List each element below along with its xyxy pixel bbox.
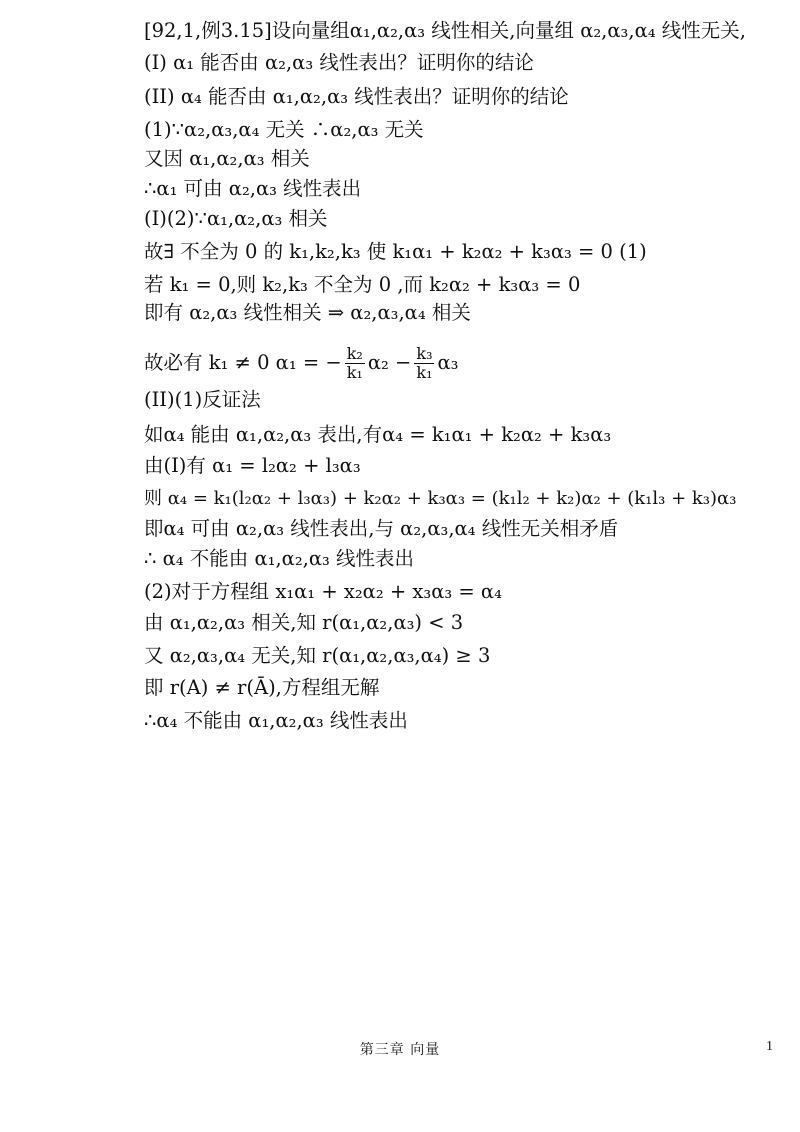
fraction-k3-over-k1 bbox=[414, 345, 434, 382]
footer-chapter-title: 第三章 向量 bbox=[359, 1042, 441, 1058]
proof-line: (I)(2)∵α₁,α₂,α₃ 相关 bbox=[144, 207, 328, 230]
proof-line: 又 α₂,α₃,α₄ 无关,知 r(α₁,α₂,α₃,α₄) ≥ 3 bbox=[144, 644, 491, 667]
proof-line: ∴ α₄ 不能由 α₁,α₂,α₃ 线性表出 bbox=[144, 547, 415, 570]
question-part-2: (II) α₄ 能否由 α₁,α₂,α₃ 线性表出？证明你的结论 bbox=[144, 85, 569, 108]
proof-line: 即有 α₂,α₃ 线性相关 ⇒ α₂,α₃,α₄ 相关 bbox=[144, 301, 471, 324]
problem-statement: [92,1,例3.15]设向量组α₁,α₂,α₃ 线性相关,向量组 α₂,α₃,α₄ 线性无关, bbox=[144, 19, 746, 42]
fraction-middle: α₂ − bbox=[367, 351, 412, 374]
proof-line: ∴α₁ 可由 α₂,α₃ 线性表出 bbox=[144, 177, 362, 200]
proof-line: 则 α₄ = k₁(l₂α₂ + l₃α₃) + k₂α₂ + k₃α₃ = (k₁l₂ + k₂)α₂ + (k₁l₃ + k₃)α₃ bbox=[144, 488, 737, 509]
proof-line: 又因 α₁,α₂,α₃ 相关 bbox=[144, 147, 310, 170]
page-number: 1 bbox=[766, 1039, 773, 1054]
proof-line: 即 r(A) ≠ r(Ā),方程组无解 bbox=[144, 676, 380, 699]
fraction-denominator: k₁ bbox=[346, 362, 363, 382]
fraction-prefix: 故必有 k₁ ≠ 0 α₁ = − bbox=[144, 351, 342, 374]
question-part-1: (I) α₁ 能否由 α₂,α₃ 线性表出？证明你的结论 bbox=[144, 51, 534, 74]
proof-line-fraction bbox=[144, 340, 458, 386]
proof-line: ∴α₄ 不能由 α₁,α₂,α₃ 线性表出 bbox=[144, 709, 408, 732]
proof-line: 如α₄ 能由 α₁,α₂,α₃ 表出,有α₄ = k₁α₁ + k₂α₂ + k₃α₃ bbox=[144, 423, 612, 446]
fraction-k2-over-k1 bbox=[345, 345, 365, 382]
proof-line: 由 α₁,α₂,α₃ 相关,知 r(α₁,α₂,α₃) < 3 bbox=[144, 611, 464, 634]
proof-line: (1)∵α₂,α₃,α₄ 无关 ∴α₂,α₃ 无关 bbox=[144, 118, 424, 141]
fraction-numerator: k₂ bbox=[346, 343, 363, 363]
proof-line: (II)(1)反证法 bbox=[144, 388, 261, 411]
proof-line: 即α₄ 可由 α₂,α₃ 线性表出,与 α₂,α₃,α₄ 线性无关相矛盾 bbox=[144, 517, 619, 540]
fraction-denominator: k₁ bbox=[416, 362, 433, 382]
proof-line: 故∃ 不全为 0 的 k₁,k₂,k₃ 使 k₁α₁ + k₂α₂ + k₃α₃ = 0 (1) bbox=[144, 240, 647, 263]
proof-line: 由(I)有 α₁ = l₂α₂ + l₃α₃ bbox=[144, 454, 361, 477]
fraction-numerator: k₃ bbox=[416, 343, 433, 363]
fraction-suffix: α₃ bbox=[437, 351, 459, 374]
proof-line: 若 k₁ = 0,则 k₂,k₃ 不全为 0 ,而 k₂α₂ + k₃α₃ = 0 bbox=[144, 273, 581, 296]
proof-line: (2)对于方程组 x₁α₁ + x₂α₂ + x₃α₃ = α₄ bbox=[144, 580, 502, 603]
